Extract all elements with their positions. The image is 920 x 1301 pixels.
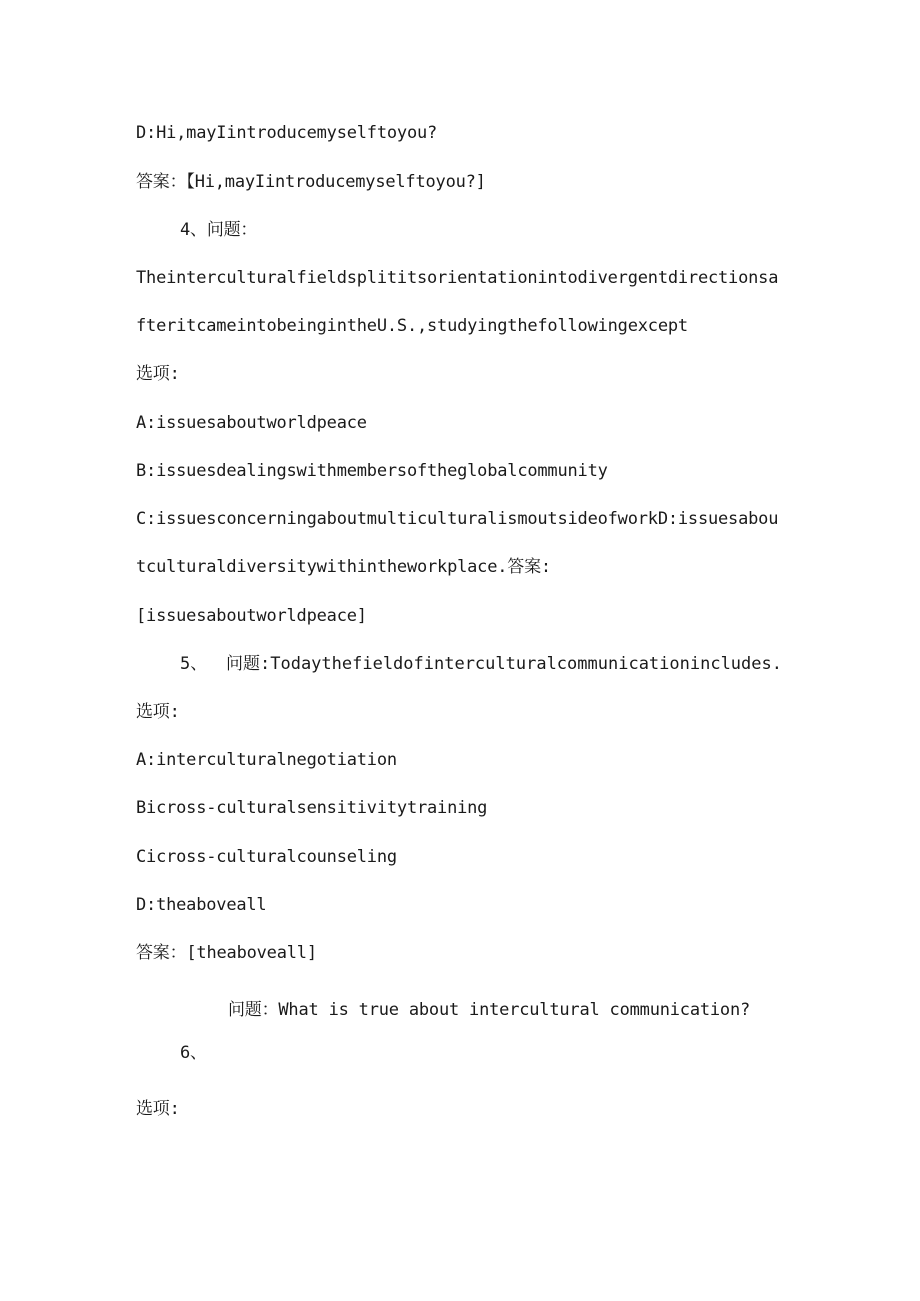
option-d-q5: D:theaboveall [136,895,267,915]
option-a-q5: A:interculturalnegotiation [136,750,397,770]
option-d-answer-q4: tculturaldiversitywithintheworkplace.答案: [136,557,551,577]
option-b-q4: B:issuesdealingswithmembersoftheglobalcommunity [136,461,608,481]
options-label-q6: 选项: [136,1099,180,1119]
option-d-q3: D:Hi,mayIintroducemyselftoyou? [136,123,438,143]
option-b-q5: Bicross-culturalsensitivitytraining [136,798,488,818]
answer-q4: [issuesaboutworldpeace] [136,606,367,626]
options-label-q4: 选项: [136,364,180,384]
answer-q3: 答案：【Hi,mayIintroducemyselftoyou?] [136,172,486,192]
question-5-number: 5、 [180,654,208,674]
question-6-text: 问题：What is true about intercultural communication? [228,1000,751,1020]
answer-q5: 答案：[theaboveall] [136,943,317,963]
question-6-number: 6、 [180,1043,207,1063]
question-4-text-line1: Theinterculturalfieldsplititsorientationintodivergentdirectionsa [136,268,779,288]
question-4-text-line2: fteritcameintobeingintheU.S.,studyingthefollowingexcept [136,316,688,336]
option-c-d-q4: C:issuesconcerningaboutmulticulturalismoutsideofworkD:issuesabou [136,509,779,529]
question-4-heading: 4、问题： [180,220,258,240]
question-5-text: 问题:Todaythefieldofinterculturalcommunicationincludes. [226,654,782,674]
option-a-q4: A:issuesaboutworldpeace [136,413,367,433]
option-c-q5: Cicross-culturalcounseling [136,847,397,867]
options-label-q5: 选项: [136,702,180,722]
